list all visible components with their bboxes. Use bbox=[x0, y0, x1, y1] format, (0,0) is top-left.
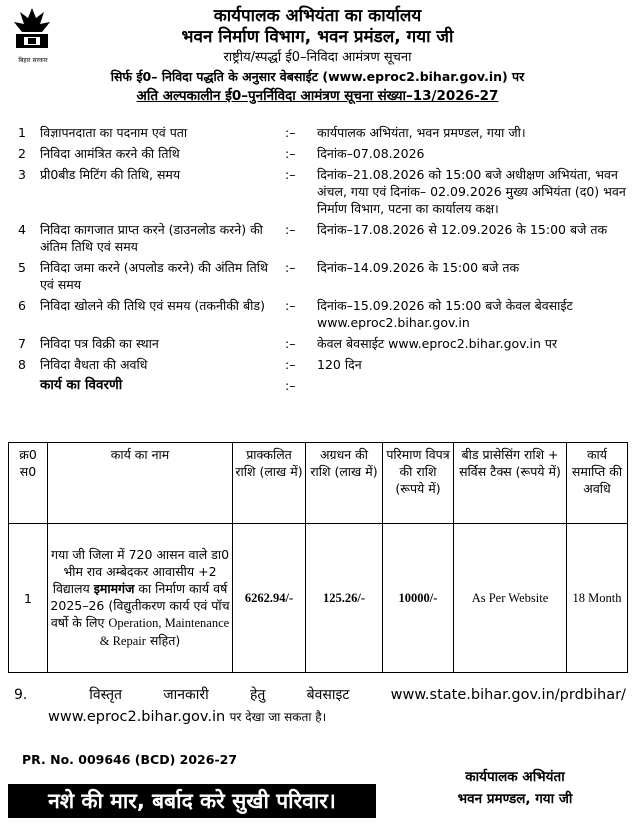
header-processing: बीड प्रासेसिंग राशि + सर्विस टैक्स (रूपये में) bbox=[454, 443, 567, 524]
eproc-website-link[interactable]: www.eproc2.bihar.gov.in bbox=[48, 709, 226, 725]
table-row bbox=[9, 524, 628, 673]
table-header-row bbox=[9, 443, 628, 524]
header-boq: परिमाण विपत्र की राशि (रूपये में) bbox=[383, 443, 454, 524]
list-item: 2 निविदा आमंत्रित करने की तिथि :– दिनांक–07.08.2026 bbox=[18, 146, 425, 161]
signature-title: कार्यपालक अभियंता bbox=[465, 769, 565, 785]
cell-sno: 1 bbox=[9, 524, 48, 673]
list-item: 7 निविदा पत्र विक्री का स्थान :– केवल बेवसाईट www.eproc2.bihar.gov.in पर bbox=[18, 336, 558, 351]
header-emd: अग्रधन की राशि (लाख में) bbox=[306, 443, 383, 524]
list-item: 6 निविदा खोलने की तिथि एवं समय (तकनीकी बीड) :– दिनांक–15.09.2026 को 15:00 बजे केवल बेवसाईट www.eproc2.bihar.gov.in bbox=[18, 298, 573, 330]
logo-text: बिहार सरकार bbox=[18, 57, 48, 64]
state-website-link[interactable]: www.state.bihar.gov.in/prdbihar/ bbox=[390, 687, 626, 703]
work-details-heading: कार्य का विवरणी :– bbox=[40, 377, 296, 393]
header bbox=[0, 6, 635, 106]
office-title: कार्यपालक अभियंता का कार्यालय bbox=[213, 6, 422, 26]
details-list bbox=[18, 124, 628, 398]
note: 9. विस्तृत जानकारी हेतु बेवसाइट www.state.bihar.gov.in/prdbihar/ www.eproc2.bihar.gov.in पर देखा जा सकता है। bbox=[14, 684, 626, 728]
header-work-name: कार्य का नाम bbox=[48, 443, 233, 524]
work-table bbox=[8, 442, 628, 673]
list-item: 5 निविदा जमा करने (अपलोड करने) की अंतिम तिथि एवं समय :– दिनांक–14.09.2026 के 15:00 बजे तक bbox=[18, 260, 520, 292]
slogan-banner: नशे की मार, बर्बाद करे सुखी परिवार। bbox=[8, 784, 376, 818]
cell-boq: 10000/- bbox=[383, 524, 454, 673]
list-item: 1 विज्ञापनदाता का पदनाम एवं पता :– कार्यपालक अभियंता, भवन प्रमण्डल, गया जी। bbox=[18, 125, 526, 140]
cell-work-name: गया जी जिला में 720 आसन वाले डा0 भीम राव अम्बेदकर आवासीय +2 विद्यालय इमामगंज का निर्माण कार्य वर्ष 2025–26 (विद्युतीकरण कार्य एवं पॉच वर्षो के लिए Operation, Maintenance & Repair सहित) bbox=[48, 524, 233, 673]
cell-period: 18 Month bbox=[567, 524, 628, 673]
department-title: भवन निर्माण विभाग, भवन प्रमंडल, गया जी bbox=[181, 27, 454, 47]
list-item: 4 निविदा कागजात प्राप्त करने (डाउनलोड करने) की अंतिम तिथि एवं समय :– दिनांक–17.08.2026 से 12.09.2026 के 15:00 बजे तक bbox=[18, 222, 608, 254]
cell-processing: As Per Website bbox=[454, 524, 567, 673]
notice-type: राष्ट्रीय/स्पर्द्धा ई0–निविदा आमंत्रण सूचना bbox=[223, 50, 412, 65]
notice-line: सिर्फ ई0– निविदा पद्धति के अनुसार वेबसाईट (www.eproc2.bihar.gov.in) पर bbox=[110, 69, 525, 84]
list-item: 8 निविदा वैधता की अवधि :– 120 दिन bbox=[18, 357, 362, 372]
note-number: 9. bbox=[14, 687, 28, 703]
cell-emd: 125.26/- bbox=[306, 524, 383, 673]
cell-estimate: 6262.94/- bbox=[233, 524, 306, 673]
signature-block bbox=[410, 766, 620, 810]
notice-number: अति अल्पकालीन ई0–पुनर्निविदा आमंत्रण सूचना संख्या–13/2026-27 bbox=[136, 88, 499, 104]
signature-office: भवन प्रमण्डल, गया जी bbox=[457, 791, 573, 807]
header-estimate: प्राक्कलित राशि (लाख में) bbox=[233, 443, 306, 524]
header-period: कार्य समाप्ति की अवधि bbox=[567, 443, 628, 524]
list-item: 3 प्री0बीड मिटिंग की तिथि, समय :– दिनांक–21.08.2026 को 15:00 बजे अधीक्षण अभियंता, भवन अंचल, गया एवं दिनांक– 02.09.2026 मुख्य अभियंता (द0) भवन निर्माण विभाग, पटना का कार्यालय कक्ष। bbox=[18, 167, 626, 216]
header-sno: क्र0 स0 bbox=[9, 443, 48, 524]
pr-number: PR. No. 009646 (BCD) 2026-27 bbox=[22, 752, 238, 767]
